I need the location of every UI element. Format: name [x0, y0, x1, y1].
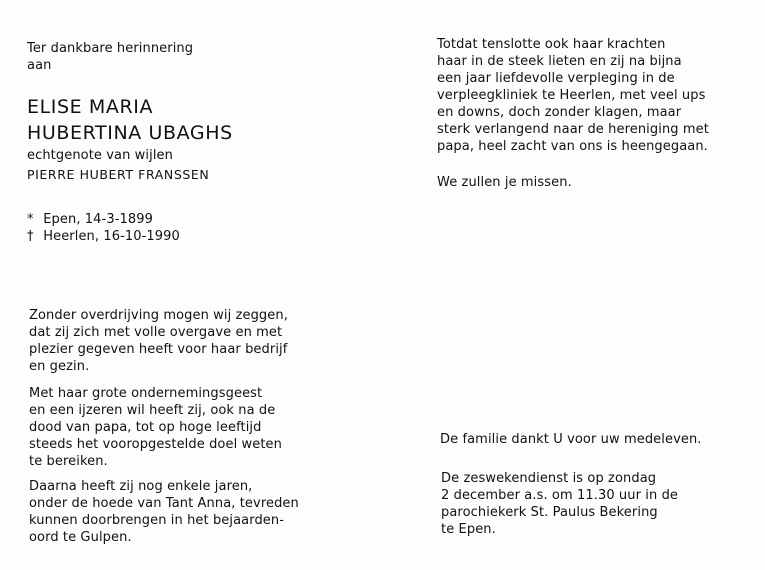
thanks-line: De familie dankt U voor uw medeleven. [440, 432, 702, 447]
paragraph-1-line-4: en gezin. [29, 359, 90, 374]
right-paragraph-line-2: haar in de steek lieten en zij na bijna [437, 54, 682, 69]
deceased-name-line-1: ELISE MARIA [27, 96, 154, 118]
service-line-3: parochiekerk St. Paulus Bekering [441, 505, 658, 520]
right-paragraph-line-3: een jaar liefdevolle verpleging in de [437, 71, 675, 86]
spouse-label: echtgenote van wijlen [27, 148, 173, 163]
deceased-name-line-2: HUBERTINA UBAGHS [27, 122, 233, 144]
right-paragraph-line-5: en downs, doch zonder klagen, maar [437, 105, 682, 120]
death-cross-icon: † [27, 229, 34, 244]
birth-line [27, 212, 153, 228]
paragraph-2-line-5: te bereiken. [29, 454, 108, 469]
death-text: Heerlen, 16-10-1990 [43, 229, 180, 244]
paragraph-2-line-4: steeds het vooropgestelde doel weten [29, 437, 282, 452]
paragraph-3-line-3: kunnen doorbrengen in het bejaarden- [29, 513, 285, 528]
paragraph-1-line-2: dat zij zich met volle overgave en met [29, 325, 283, 340]
paragraph-3-line-2: onder de hoede van Tant Anna, tevreden [29, 496, 299, 511]
paragraph-1-line-3: plezier gegeven heeft voor haar bedrijf [29, 342, 288, 357]
birth-text: Epen, 14-3-1899 [43, 212, 153, 227]
paragraph-3-line-1: Daarna heeft zij nog enkele jaren, [29, 479, 253, 494]
right-paragraph-line-7: papa, heel zacht van ons is heengegaan. [437, 139, 708, 154]
service-line-4: te Epen. [441, 522, 496, 537]
intro-line-2: aan [27, 58, 52, 73]
intro-line-1: Ter dankbare herinnering [27, 41, 194, 56]
paragraph-2-line-1: Met haar grote ondernemingsgeest [29, 386, 263, 401]
birth-star-icon: * [27, 212, 34, 227]
spouse-name: PIERRE HUBERT FRANSSEN [27, 167, 210, 182]
miss-line: We zullen je missen. [437, 175, 572, 190]
service-line-2: 2 december a.s. om 11.30 uur in de [441, 488, 679, 503]
right-paragraph-line-6: sterk verlangend naar de hereniging met [437, 122, 709, 137]
paragraph-3-line-4: oord te Gulpen. [29, 530, 132, 545]
paragraph-1-line-1: Zonder overdrijving mogen wij zeggen, [29, 308, 288, 323]
death-line [27, 229, 180, 245]
right-paragraph-line-1: Totdat tenslotte ook haar krachten [437, 37, 666, 52]
right-paragraph-line-4: verpleegkliniek te Heerlen, met veel ups [437, 88, 706, 103]
paragraph-2-line-2: en een ijzeren wil heeft zij, ook na de [29, 403, 276, 418]
paragraph-2-line-3: dood van papa, tot op hoge leeftijd [29, 420, 262, 435]
service-line-1: De zeswekendienst is op zondag [441, 471, 657, 486]
